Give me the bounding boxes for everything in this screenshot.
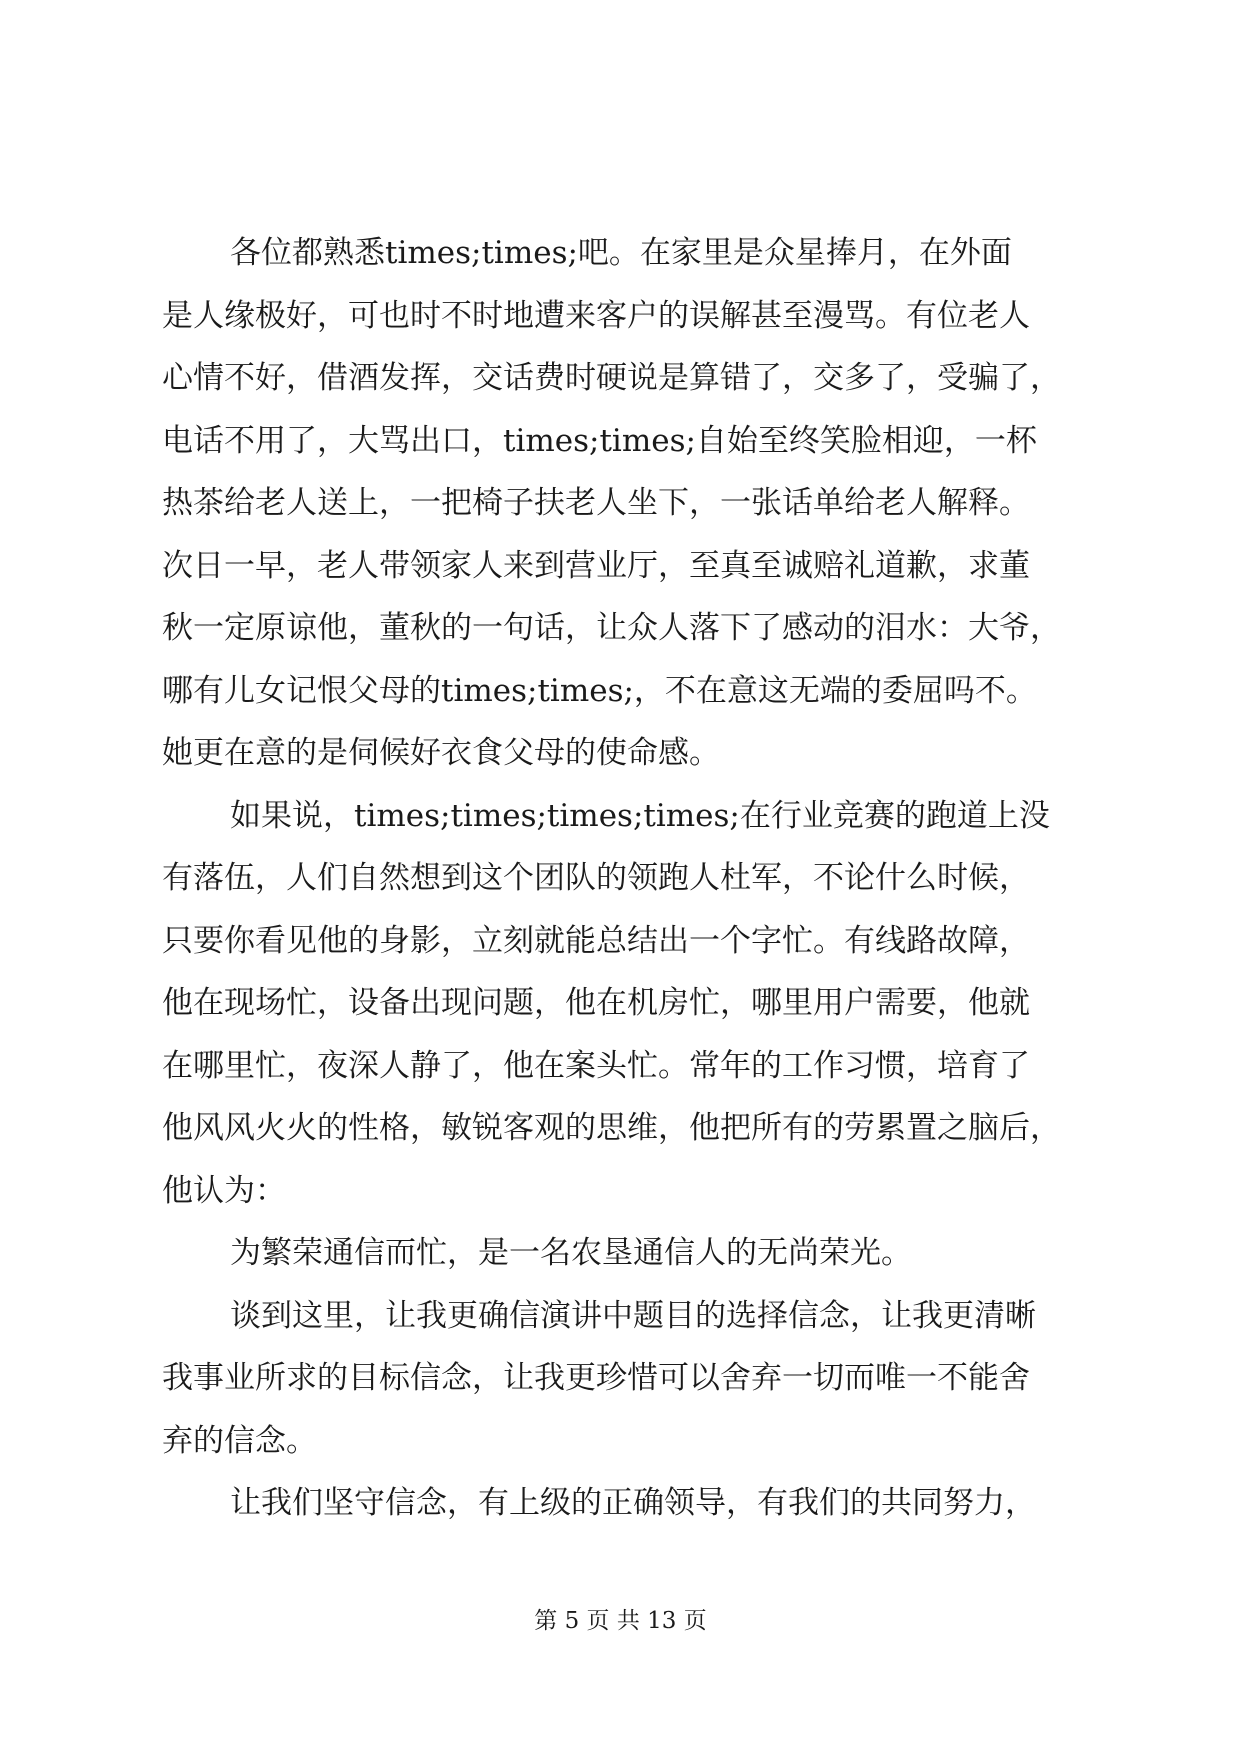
text-line: 在哪里忙，夜深人静了，他在案头忙。常年的工作习惯，培育了: [162, 1047, 1030, 1084]
document-body: [162, 222, 1082, 1535]
text-line: 为繁荣通信而忙，是一名农垦通信人的无尚荣光。: [230, 1235, 912, 1271]
text-line: 只要你看见他的身影，立刻就能总结出一个字忙。有线路故障，: [162, 922, 1030, 959]
text-line: 她更在意的是伺候好衣食父母的使命感。: [162, 735, 720, 771]
text-line: 次日一早，老人带领家人来到营业厅，至真至诚赔礼道歉，求董: [162, 547, 1030, 584]
text-line: 谈到这里，让我更确信演讲中题目的选择信念，让我更清晰: [230, 1297, 1036, 1334]
text-line: 秋一定原谅他，董秋的一句话，让众人落下了感动的泪水：大爷，: [162, 610, 1061, 646]
text-line: 有落伍，人们自然想到这个团队的领跑人杜军，不论什么时候，: [162, 860, 1030, 896]
paragraph: [162, 222, 1082, 785]
paragraph: [162, 1472, 1082, 1535]
text-line: 热茶给老人送上，一把椅子扶老人坐下，一张话单给老人解释。: [162, 485, 1030, 521]
text-line: 弃的信念。: [162, 1422, 317, 1459]
text-line: 他在现场忙，设备出现问题，他在机房忙，哪里用户需要，他就: [162, 985, 1030, 1021]
page-number-footer: 第 5 页 共 13 页: [534, 1608, 707, 1634]
text-line: 如果说，times;times;times;times;在行业竞赛的跑道上没: [230, 797, 1050, 834]
paragraph: [162, 785, 1082, 1223]
text-line: 我事业所求的目标信念，让我更珍惜可以舍弃一切而唯一不能舍: [162, 1360, 1030, 1396]
text-line: 他认为：: [162, 1172, 286, 1209]
text-line: 让我们坚守信念，有上级的正确领导，有我们的共同努力，: [230, 1485, 1036, 1521]
paragraph: [162, 1222, 1082, 1285]
paragraph: [162, 1285, 1082, 1473]
text-line: 各位都熟悉times;times;吧。在家里是众星捧月，在外面: [230, 235, 1012, 271]
text-line: 电话不用了，大骂出口，times;times;自始至终笑脸相迎，一杯: [162, 422, 1037, 459]
text-line: 他风风火火的性格，敏锐客观的思维，他把所有的劳累置之脑后，: [162, 1110, 1061, 1146]
text-line: 心情不好，借酒发挥，交话费时硬说是算错了，交多了，受骗了，: [162, 360, 1061, 396]
text-line: 是人缘极好，可也时不时地遭来客户的误解甚至漫骂。有位老人: [162, 297, 1030, 334]
text-line: 哪有儿女记恨父母的times;times;，不在意这无端的委屈吗不。: [162, 672, 1037, 709]
